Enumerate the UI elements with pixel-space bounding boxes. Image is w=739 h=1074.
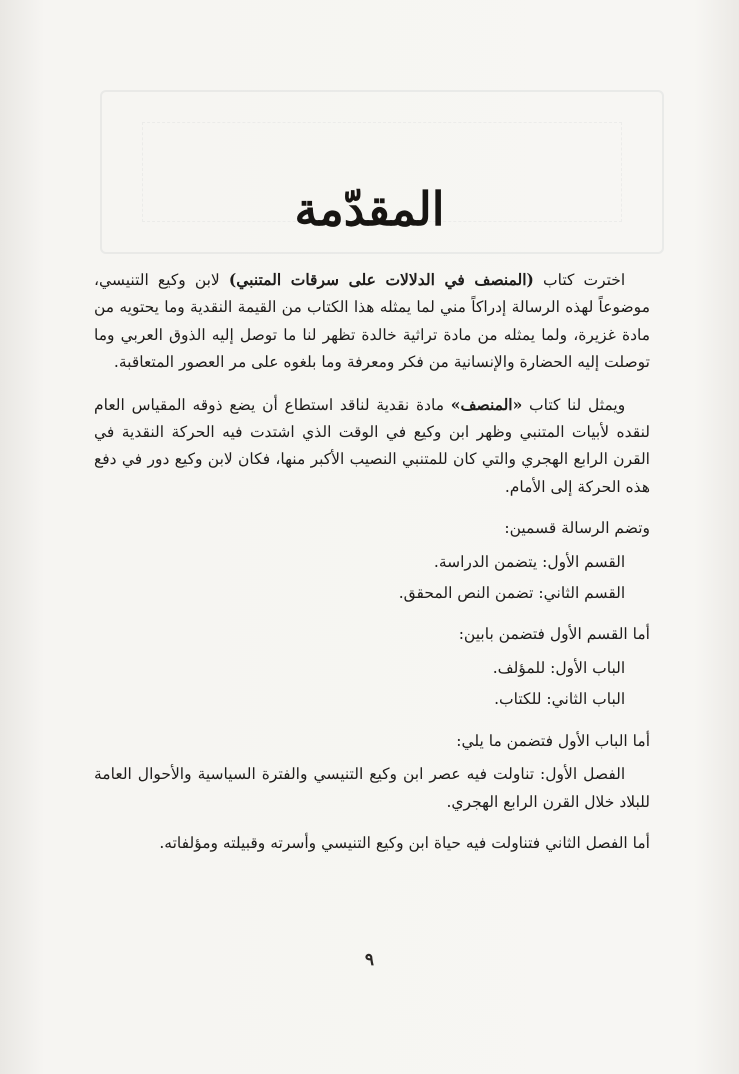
part1-intro: أما القسم الأول فتضمن بابين: [458,625,650,644]
section1-paragraph: الفصل الأول: تناولت فيه عصر ابن وكيع التنيسي والفترة السياسية والأحوال العامة للبلاد خلال القرن الرابع الهجري. [94,765,650,811]
chapter1-intro: أما الباب الأول فتضمن ما يلي: [456,731,650,750]
second-text-after: مادة نقدية لناقد استطاع أن يضع ذوقه المقياس العام لنقده لأبيات المتنبي وظهر ابن وكيع في الوقت الذي اشتدت فيه الحركة النقدية في القرن الرابع الهجري والتي كان للمتنبي النصيب الأكبر منها، فكان لابن وكيع دور في دفع هذه الحركة إلى الأمام. [94,395,650,496]
page-number: ٩ [364,950,375,970]
chapter-item-1: الباب الأول: للمؤلف. [492,658,626,677]
body-text [94,266,650,863]
section2-paragraph: أما الفصل الثاني فتناولت فيه حياة ابن وكيع التنيسي وأسرته وقبيلته ومؤلفاته. [159,833,650,852]
sections-intro: وتضم الرسالة قسمين: [504,519,650,538]
page-heading: المقدّمة [294,182,445,236]
chapter-item-2: الباب الثاني: للكتاب. [494,690,626,709]
book-short-title: «المنصف» [450,394,523,414]
book-title: (المنصف في الدلالات على سرقات المتنبي) [228,270,534,289]
second-paragraph [94,391,650,502]
intro-text-before: اخترت كتاب [533,271,626,289]
section-item-2: القسم الثاني: تضمن النص المحقق. [398,584,626,603]
intro-text-after: لابن وكيع التنيسي، موضوعاً لهذه الرسالة إدراكاً مني لما يمثله هذا الكتاب من القيمة النقدية وما يحتويه من مادة غزيرة، ولما يمثله من مادة تراثية خالدة تظهر لنا ما توصل إليه الذوق العربي وما توصلت إليه الحضارة والإنسانية من فكر ومعرفة وما بلغوه على مر العصور المتعاقبة. [94,271,650,372]
intro-paragraph [94,266,650,377]
section-item-1: القسم الأول: يتضمن الدراسة. [433,552,626,571]
second-text-before: ويمثل لنا كتاب [522,395,626,414]
